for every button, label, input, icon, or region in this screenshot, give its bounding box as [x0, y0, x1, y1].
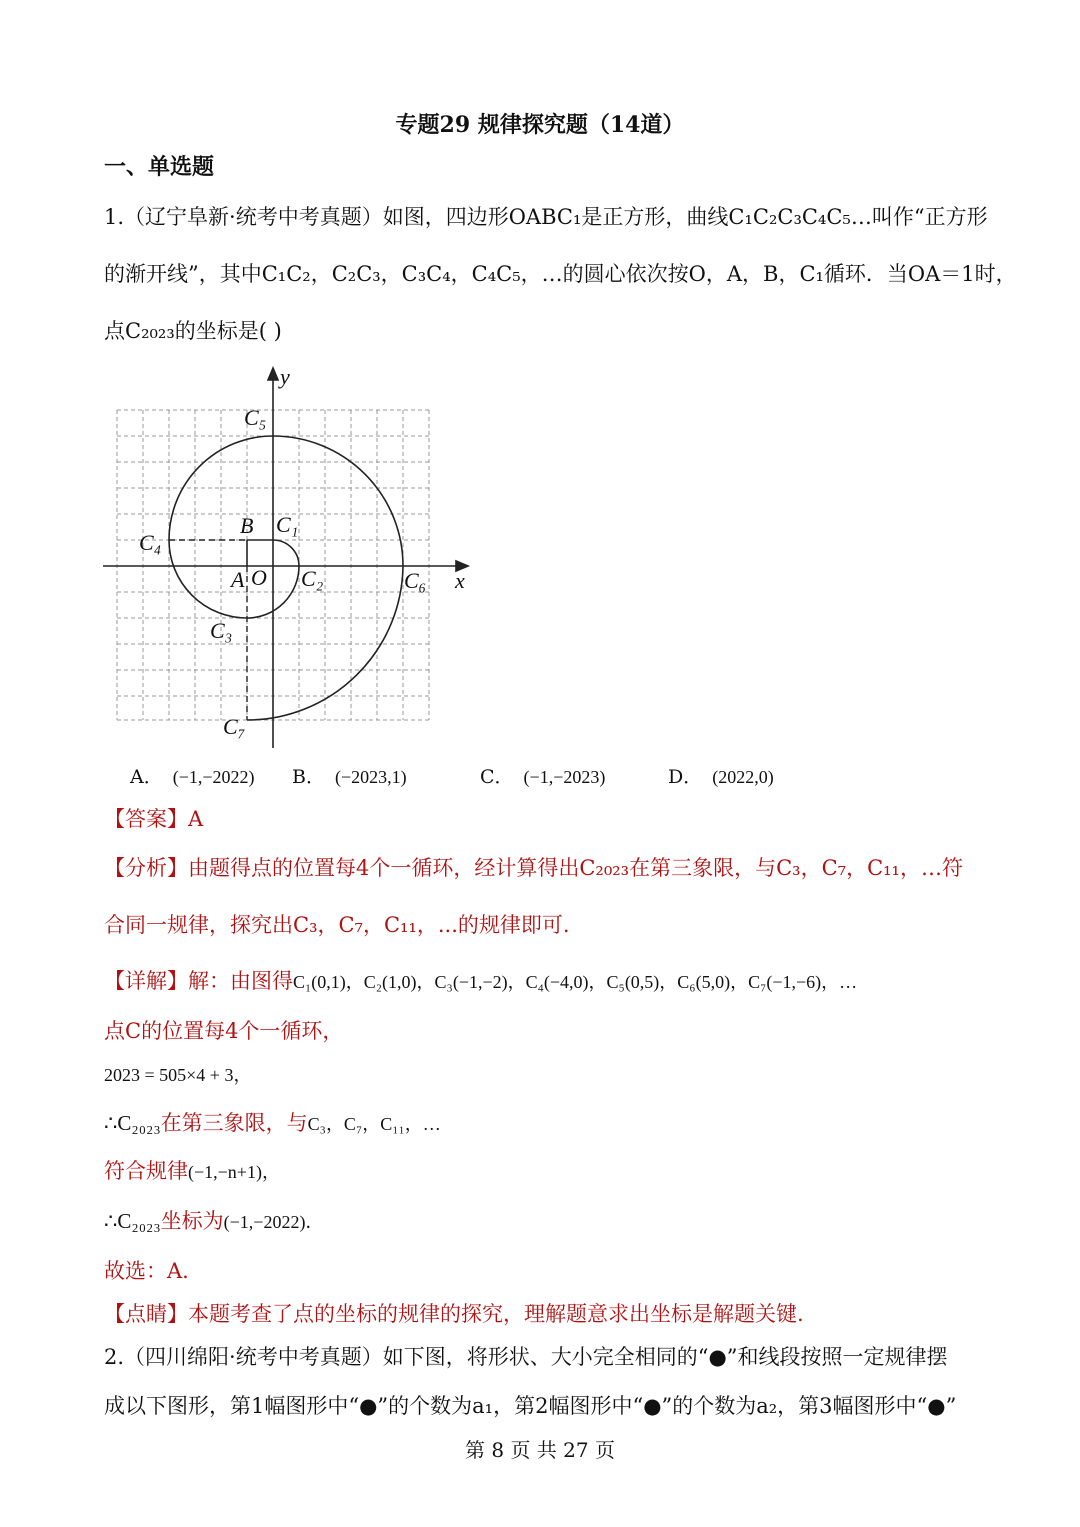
label-c5: C₅	[244, 405, 267, 430]
option-d-value: (2022,0)	[712, 767, 774, 787]
option-a-value: (−1,−2022)	[172, 767, 255, 787]
q1-line2: 的渐开线”，其中C₁C₂，C₂C₃，C₃C₄，C₄C₅，…的圆心依次按O，A，B，C₁循环．当OA＝1时，	[104, 262, 1017, 286]
q1-line3: 点C₂₀₂₃的坐标是( )	[104, 319, 282, 343]
analysis-line2: 合同一规律，探究出C₃，C₇，C₁₁，...的规律即可.	[104, 913, 570, 937]
option-b	[292, 762, 407, 789]
option-b-letter: B．	[292, 766, 325, 788]
involute-figure	[95, 360, 485, 755]
q1-line1: 1.（辽宁阜新·统考中考真题）如图，四边形OABC₁是正方形，曲线C₁C₂C₃C₄C₅…叫作“正方形	[104, 205, 988, 229]
detail-line5-a: 符合规律	[104, 1159, 188, 1183]
label-a: A	[231, 567, 245, 592]
detail-coords: C₁(0,1)，C₂(1,0)，C₃(−1,−2)，C₄(−4,0)，C₅(0,5)，C₆(5,0)，C₇(−1,−6)，…	[293, 972, 858, 992]
label-c2: C₂	[301, 566, 324, 591]
detail-line4	[104, 1108, 441, 1139]
option-d-letter: D．	[668, 766, 703, 788]
page-title: 专题29 规律探究题（14道）	[395, 112, 685, 138]
detail-line4-b: 在第三象限，与	[160, 1111, 308, 1135]
option-d	[668, 762, 774, 789]
label-b: B	[240, 513, 254, 538]
detail-line2: 点C的位置每4个一循环，	[104, 1019, 344, 1043]
detail-line3: 2023 = 505×4 + 3，	[104, 1065, 252, 1085]
detail-line6-a: ∴C₂₀₂₃	[104, 1209, 161, 1233]
option-c	[480, 762, 605, 789]
label-c1: C₁	[276, 512, 299, 537]
axes	[103, 368, 468, 748]
option-a	[130, 762, 255, 789]
square-oabc	[247, 540, 273, 566]
label-c4: C₄	[139, 530, 162, 555]
q2-line2: 成以下图形，第1幅图形中“●”的个数为a₁，第2幅图形中“●”的个数为a₂，第3幅图形中“●”	[104, 1394, 957, 1418]
detail-line6-c: (−1,−2022)．	[223, 1212, 324, 1232]
detail-line1	[104, 966, 857, 997]
label-o: O	[251, 565, 267, 590]
option-c-letter: C．	[480, 766, 514, 788]
section-heading: 一、单选题	[104, 154, 215, 180]
analysis-line1: 【分析】由题得点的位置每4个一循环，经计算得出C₂₀₂₃在第三象限，与C₃，C₇，C₁₁，…符	[104, 856, 963, 880]
choose-line: 故选：A.	[104, 1259, 189, 1283]
detail-line4-a: ∴C₂₀₂₃	[104, 1111, 161, 1135]
q2-line1: 2.（四川绵阳·统考中考真题）如下图，将形状、大小完全相同的“●”和线段按照一定规律摆	[104, 1345, 948, 1369]
detail-intro: 由图得	[230, 969, 293, 993]
detail-label: 【详解】解：	[104, 969, 230, 993]
label-c6: C₆	[404, 568, 427, 593]
option-c-value: (−1,−2023)	[523, 767, 606, 787]
comment-line: 【点睛】本题考查了点的坐标的规律的探究，理解题意求出坐标是解题关键.	[104, 1302, 804, 1326]
page-footer: 第 8 页 共 27 页	[465, 1438, 615, 1462]
label-x: x	[455, 568, 465, 593]
label-y: y	[280, 364, 290, 389]
option-a-letter: A．	[130, 766, 163, 788]
answer: 【答案】A	[104, 807, 204, 831]
detail-line5-b: (−1,−n+1)，	[188, 1162, 280, 1182]
involute-curve	[169, 436, 403, 720]
option-b-value: (−2023,1)	[334, 767, 407, 787]
detail-line5	[104, 1156, 280, 1187]
detail-line6-b: 坐标为	[160, 1209, 224, 1233]
label-c7: C₇	[223, 714, 246, 739]
detail-line4-c: C₃，C₇，C₁₁，…	[307, 1114, 441, 1134]
detail-line6	[104, 1206, 323, 1237]
label-c3: C₃	[210, 618, 233, 643]
